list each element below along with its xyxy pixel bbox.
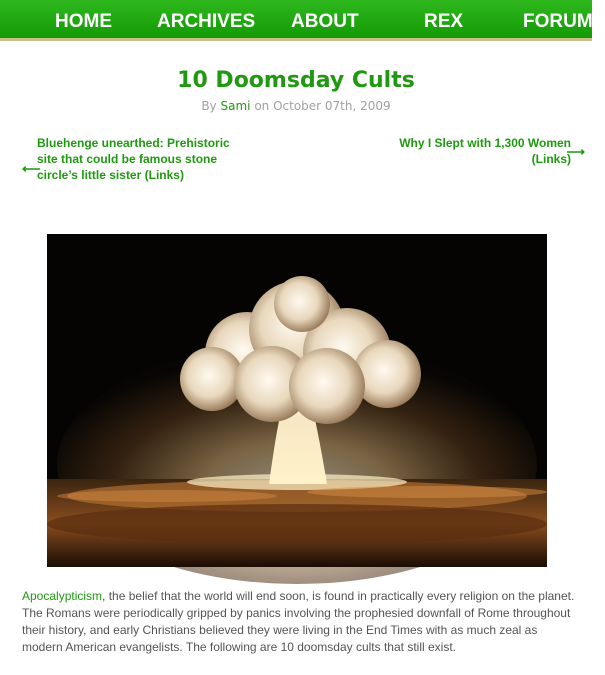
mushroom-cloud-image xyxy=(47,234,547,567)
author-link[interactable]: Sami xyxy=(220,99,251,113)
nav-home[interactable]: HOME xyxy=(55,11,112,32)
post-intro-paragraph xyxy=(22,588,578,656)
nav-archives[interactable]: ARCHIVES xyxy=(157,11,256,32)
post-title: 10 Doomsday Cults xyxy=(177,68,415,93)
post-byline xyxy=(0,99,592,113)
previous-post-title[interactable]: Bluehenge unearthed: Prehistoric site that could be famous stone circle’s little sister (Links) xyxy=(37,136,230,182)
nav-forums[interactable]: FORUMS xyxy=(523,11,605,32)
apocalypticism-link[interactable]: Apocalypticism xyxy=(22,589,103,603)
byline-date: on October 07th, 2009 xyxy=(254,99,391,113)
nav-rex[interactable]: REX xyxy=(424,11,464,32)
next-post-title[interactable]: Why I Slept with 1,300 Women (Links) xyxy=(399,136,571,166)
arrow-right-icon: ⟶ xyxy=(566,144,585,159)
byline-prefix: By xyxy=(201,99,217,113)
top-navigation-bar xyxy=(0,0,605,41)
arrow-left-icon: ⟵ xyxy=(22,161,41,176)
intro-text: , the belief that the world will end soon, is found in practically every religion on the planet. The Romans were periodically gripped by panics involving the prophesied downfall of Rome throughout their history, and early Christians believed they were living in the End Times with as much zeal as modern American evangelists. The following are 10 doomsday cults that still exist. xyxy=(22,589,575,654)
nav-about[interactable]: ABOUT xyxy=(291,11,359,32)
